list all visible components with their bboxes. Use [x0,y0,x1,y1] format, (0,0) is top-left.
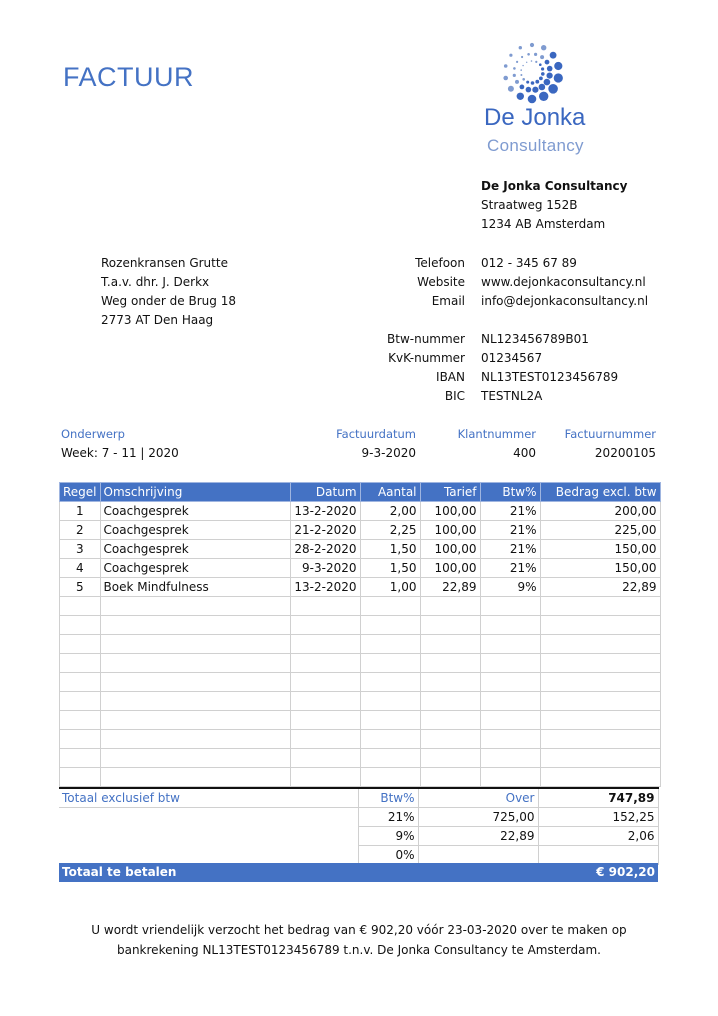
logo-dot [519,46,522,49]
logo-dot [541,45,546,50]
vat-over: 22,89 [418,827,538,846]
cell-datum: 21-2-2020 [290,521,360,540]
registration-row-iban [380,368,670,387]
company-street: Straatweg 152B [481,198,578,212]
registration-label: BIC [444,389,465,403]
cell-omschrijving: Coachgesprek [100,502,290,521]
empty-cell [60,616,101,635]
registration-value: 01234567 [481,351,543,365]
invoice-number-value: 20200105 [594,446,656,460]
client-line: T.a.v. dhr. J. Derkx [101,275,210,289]
logo-dot [540,55,544,59]
table-row [60,502,661,521]
empty-cell [290,654,360,673]
col-header-aantal: Aantal [360,483,420,502]
dotted-circle-logo-icon [478,40,628,104]
customer-number-value: 400 [513,446,536,460]
empty-cell [100,768,290,787]
empty-cell [540,711,660,730]
subject-value: Week: 7 - 11 | 2020 [61,446,179,460]
total-due-bar [59,863,658,882]
cell-btw: 9% [480,578,540,597]
empty-cell [290,673,360,692]
cell-bedrag: 150,00 [540,540,660,559]
empty-cell [60,711,101,730]
empty-cell [290,711,360,730]
cell-datum: 13-2-2020 [290,578,360,597]
cell-omschrijving: Coachgesprek [100,521,290,540]
empty-cell [60,635,101,654]
company-address [481,177,628,234]
contact-label: Website [417,275,465,289]
cell-bedrag: 225,00 [540,521,660,540]
logo-dot [534,53,537,56]
logo-dot [527,53,530,56]
cell-aantal: 1,00 [360,578,420,597]
empty-cell [540,616,660,635]
table-row [60,521,661,540]
logo-dot [515,80,519,84]
table-row-empty [60,730,661,749]
contact-row-phone [380,254,670,273]
registration-value: NL123456789B01 [481,332,589,346]
registration-label: IBAN [436,370,465,384]
empty-cell [360,616,420,635]
empty-cell [420,749,480,768]
cell-omschrijving: Coachgesprek [100,559,290,578]
cell-tarief: 100,00 [420,502,480,521]
empty-cell [420,635,480,654]
table-row-empty [60,768,661,787]
registration-row-btw [380,330,670,349]
logo-subtitle: Consultancy [487,136,584,155]
table-row-empty [60,654,661,673]
empty-cell [100,692,290,711]
document-title: FACTUUR [63,62,194,92]
empty-cell [290,768,360,787]
cell-datum: 13-2-2020 [290,502,360,521]
vat-rate: 21% [358,808,418,827]
table-row [60,578,661,597]
logo-dot [526,87,532,93]
empty-cell [420,616,480,635]
logo-dot [521,56,523,58]
cell-omschrijving: Coachgesprek [100,540,290,559]
empty-cell [290,616,360,635]
logo-dot [539,63,542,66]
logo-name: De Jonka [484,104,586,131]
payment-instructions-line: U wordt vriendelijk verzocht het bedrag van € 902,20 vóór 23-03-2020 over te maken op [91,923,627,937]
vat-line [59,808,658,827]
vat-rate: 0% [358,846,418,865]
total-excl-label: Totaal exclusief btw [59,788,358,808]
empty-cell [540,768,660,787]
logo-dot [550,52,557,59]
empty-cell [360,597,420,616]
company-logo [478,40,628,160]
empty-cell [360,673,420,692]
empty-cell [540,730,660,749]
invoice-date-value: 9-3-2020 [361,446,416,460]
totals-table [59,787,659,865]
cell-bedrag: 22,89 [540,578,660,597]
empty-cell [420,692,480,711]
invoice-date-label: Factuurdatum [336,427,416,441]
vat-over: 725,00 [418,808,538,827]
empty-cell [420,768,480,787]
totals-header-row [59,788,658,808]
empty-cell [290,635,360,654]
logo-dot [535,80,539,84]
contact-row-email [380,292,670,311]
empty-cell [540,692,660,711]
cell-tarief: 100,00 [420,521,480,540]
logo-dot [545,60,550,65]
empty-cell [540,654,660,673]
logo-dot [509,54,512,57]
empty-cell [540,673,660,692]
total-due-amount: € 902,20 [596,865,655,879]
cell-tarief: 22,89 [420,578,480,597]
logo-dot [513,74,516,77]
logo-dot [539,77,543,81]
logo-dot [520,74,522,76]
table-row-empty [60,635,661,654]
empty-cell [290,730,360,749]
customer-number-label: Klantnummer [457,427,536,441]
cell-regel: 4 [60,559,101,578]
empty-cell [360,654,420,673]
col-header-datum: Datum [290,483,360,502]
logo-dot [504,64,508,68]
vat-amount: 152,25 [538,808,658,827]
registration-row-kvk [380,349,670,368]
empty-cell [540,635,660,654]
table-row-empty [60,597,661,616]
logo-dot [539,84,546,91]
cell-regel: 1 [60,502,101,521]
empty-cell [360,749,420,768]
registration-label: Btw-nummer [387,332,465,346]
logo-dot [531,60,533,62]
table-row-empty [60,673,661,692]
table-header-row [60,483,661,502]
col-header-bedrag: Bedrag excl. btw [540,483,660,502]
logo-dot [503,76,508,81]
contact-label: Telefoon [415,256,465,270]
company-details [380,254,670,406]
empty-cell [100,711,290,730]
table-row [60,559,661,578]
table-row-empty [60,749,661,768]
table-row [60,540,661,559]
cell-datum: 9-3-2020 [290,559,360,578]
empty-cell [360,692,420,711]
empty-cell [60,730,101,749]
cell-btw: 21% [480,540,540,559]
email-link[interactable]: info@dejonkaconsultancy.nl [481,294,649,308]
logo-dot [508,86,514,92]
empty-cell [360,635,420,654]
empty-cell [60,673,101,692]
cell-regel: 5 [60,578,101,597]
table-row-empty [60,692,661,711]
empty-cell [420,654,480,673]
invoice-number-label: Factuurnummer [564,427,656,441]
subject-label: Onderwerp [61,427,125,441]
empty-cell [360,730,420,749]
empty-cell [60,654,101,673]
empty-cell [420,597,480,616]
logo-dot [526,81,529,84]
table-row-empty [60,711,661,730]
logo-dot [517,93,524,100]
client-line: 2773 AT Den Haag [101,313,214,327]
empty-cell [60,597,101,616]
contact-row-website [380,273,670,292]
logo-dot [541,72,545,76]
registration-value: TESTNL2A [481,389,543,403]
logo-dot [547,73,553,79]
logo-dot [520,69,522,71]
website-link[interactable]: www.dejonkaconsultancy.nl [481,275,646,289]
contact-label: Email [431,294,465,308]
logo-dot [526,62,527,63]
total-excl-value: 747,89 [538,788,658,808]
logo-dot [530,43,534,47]
empty-cell [100,635,290,654]
logo-dot [516,61,518,63]
cell-aantal: 2,00 [360,502,420,521]
registration-row-bic [380,387,670,406]
vat-amount [538,846,658,865]
cell-aantal: 1,50 [360,540,420,559]
cell-datum: 28-2-2020 [290,540,360,559]
client-line: Weg onder de Brug 18 [101,294,236,308]
empty-cell [480,749,540,768]
col-header-tarief: Tarief [420,483,480,502]
company-city: 1234 AB Amsterdam [481,217,606,231]
cell-aantal: 2,25 [360,521,420,540]
invoice-meta [61,426,658,466]
registration-value: NL13TEST0123456789 [481,370,619,384]
empty-cell [480,654,540,673]
empty-cell [480,673,540,692]
empty-cell [60,749,101,768]
logo-dot [522,78,525,81]
empty-cell [290,692,360,711]
empty-cell [540,749,660,768]
vat-rate: 9% [358,827,418,846]
empty-cell [480,692,540,711]
empty-cell [290,749,360,768]
empty-cell [100,597,290,616]
empty-cell [100,616,290,635]
logo-dot [532,87,538,93]
empty-cell [360,711,420,730]
cell-tarief: 100,00 [420,559,480,578]
empty-cell [420,730,480,749]
logo-dot [535,61,537,63]
empty-cell [100,654,290,673]
cell-tarief: 100,00 [420,540,480,559]
cell-aantal: 1,50 [360,559,420,578]
cell-regel: 2 [60,521,101,540]
empty-cell [480,597,540,616]
empty-cell [480,768,540,787]
logo-dot [548,84,558,94]
registration-label: KvK-nummer [388,351,465,365]
company-name: De Jonka Consultancy [481,179,628,193]
col-header-omschrijving: Omschrijving [100,483,290,502]
payment-instructions [59,920,659,960]
vat-over-header: Over [418,788,538,808]
contact-value: 012 - 345 67 89 [481,256,577,270]
col-header-btw: Btw% [480,483,540,502]
vat-rate-header: Btw% [358,788,418,808]
cell-omschrijving: Boek Mindfulness [100,578,290,597]
empty-cell [100,749,290,768]
empty-cell [60,692,101,711]
cell-bedrag: 150,00 [540,559,660,578]
empty-cell [480,711,540,730]
cell-btw: 21% [480,502,540,521]
logo-dot [547,66,553,72]
cell-regel: 3 [60,540,101,559]
logo-dot [539,92,548,101]
logo-dot [541,67,544,70]
vat-over [418,846,538,865]
logo-dot [554,73,563,82]
cell-btw: 21% [480,521,540,540]
empty-cell [480,635,540,654]
empty-cell [100,673,290,692]
logo-dot [531,81,535,85]
empty-cell [100,730,290,749]
vat-amount: 2,06 [538,827,658,846]
client-address [101,254,236,330]
empty-cell [360,768,420,787]
cell-btw: 21% [480,559,540,578]
logo-dot [528,95,537,104]
logo-dot [544,79,551,86]
cell-bedrag: 200,00 [540,502,660,521]
col-header-regel: Regel [60,483,101,502]
empty-cell [420,673,480,692]
client-line: Rozenkransen Grutte [101,256,228,270]
table-row-empty [60,616,661,635]
empty-cell [480,730,540,749]
logo-dot [513,67,516,70]
empty-cell [60,768,101,787]
empty-cell [540,597,660,616]
empty-cell [480,616,540,635]
total-due-label: Totaal te betalen [62,865,177,879]
empty-cell [420,711,480,730]
logo-dot [520,85,525,90]
payment-instructions-line: bankrekening NL13TEST0123456789 t.n.v. De Jonka Consultancy te Amsterdam. [116,943,601,957]
logo-dot [554,62,562,70]
logo-dot [522,65,523,66]
empty-cell [290,597,360,616]
invoice-lines-table [59,482,661,787]
